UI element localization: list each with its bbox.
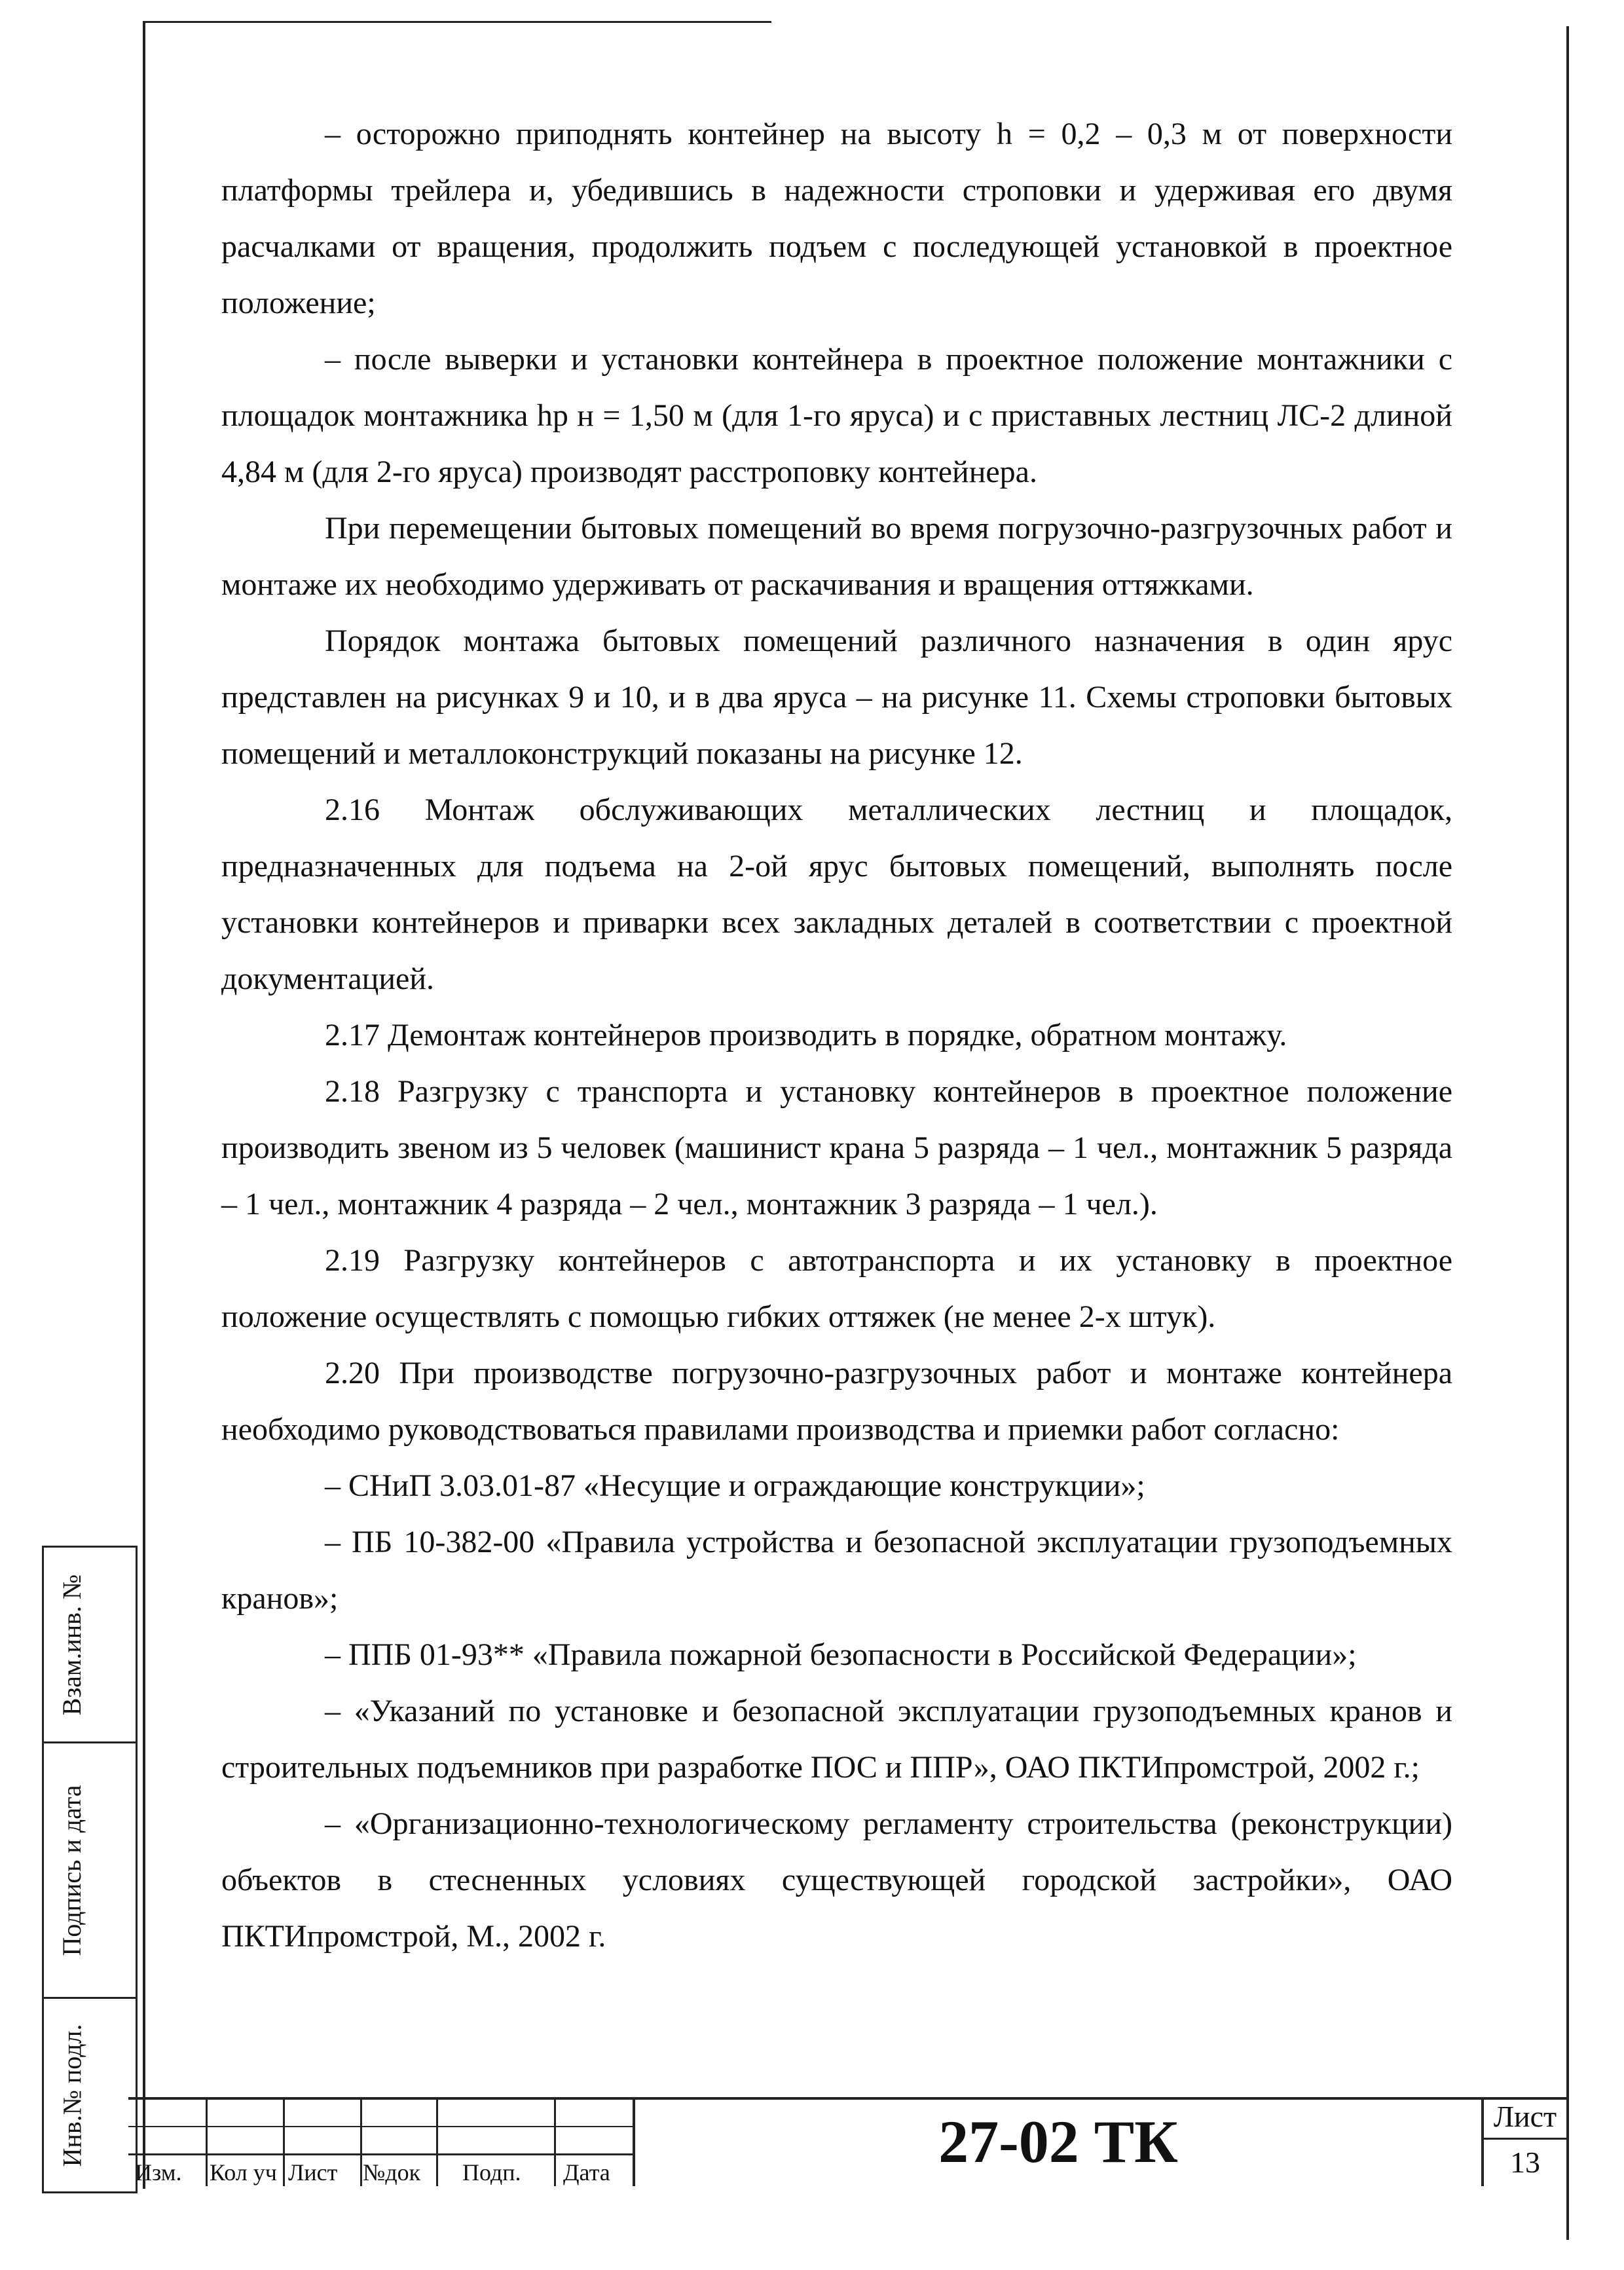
side-stamp [42,1546,140,2201]
paragraph: 2.19 Разгрузку контейнеров с автотранспорта и их установку в проектное положение осуществлять с помощью гибких оттяжек (не менее 2-х штук). [221,1243,1452,1334]
stamp-podp: Подп. [462,2159,521,2186]
paragraph: 2.20 При производстве погрузочно-разгрузочных работ и монтаже контейнера необходимо руководствоваться правилами производства и приемки работ согласно: [221,1356,1452,1447]
paragraph: – ПБ 10-382-00 «Правила устройства и безопасной эксплуатации грузоподъемных кранов»; [221,1525,1452,1616]
frame-right-border [1566,26,1569,2240]
paragraph: – после выверки и установки контейнера в проектное положение монтажники с площадок монтажника hр н = 1,50 м (для 1-го яруса) и с приставных лестниц ЛС-2 длиной 4,84 м (для 2-го яруса) производят расстроповку контейнера. [221,342,1452,489]
side-box-inv [42,1997,138,2193]
paragraph: 2.17 Демонтаж контейнеров производить в порядке, обратном монтажу. [325,1018,1287,1052]
side-label-vzam: Взам.инв. № [57,1574,87,1715]
paragraph: – СНиП 3.03.01-87 «Несущие и ограждающие конструкции»; [325,1468,1145,1503]
stamp-izm: Изм. [135,2159,182,2186]
stamp-kol: Кол уч [210,2159,277,2186]
frame-top-border [143,21,771,23]
paragraph: 2.18 Разгрузку с транспорта и установку контейнеров в проектное положение производить звеном из 5 человек (машинист крана 5 разряда – 1 чел., монтажник 5 разряда – 1 чел., монтажник 4 разряда – 2 чел., монтажник 3 разряда – 1 чел.). [221,1074,1452,1221]
sheet-number: 13 [1510,2146,1540,2179]
title-block [128,2097,1566,2186]
paragraph: – ППБ 01-93** «Правила пожарной безопасности в Российской Федерации»; [325,1637,1357,1672]
document-body [221,106,1452,1965]
side-box-podpis [42,1741,138,1999]
stamp-ndok: №док [363,2159,421,2186]
paragraph: При перемещении бытовых помещений во время погрузочно-разгрузочных работ и монтаже их необходимо удерживать от раскачивания и вращения оттяжками. [221,511,1452,602]
paragraph: – осторожно приподнять контейнер на высоту h = 0,2 – 0,3 м от поверхности платформы трейлера и, убедившись в надежности строповки и удерживая его двумя расчалками от вращения, продолжить подъем с последующей установкой в проектное положение; [221,117,1452,320]
frame-left-border [143,21,145,2189]
side-box-vzam [42,1546,138,1743]
paragraph: Порядок монтажа бытовых помещений различного назначения в один ярус представлен на рисунках 9 и 10, и в два яруса – на рисунке 11. Схемы строповки бытовых помещений и металлоконструкций показаны на рисунке 12. [221,623,1452,771]
paragraph: – «Организационно-технологическому регламенту строительства (реконструкции) объектов в стесненных условиях существующей городской застройки», ОАО ПКТИпромстрой, М., 2002 г. [221,1806,1452,1954]
side-label-podpis: Подпись и дата [57,1784,87,1956]
stamp-data: Дата [563,2159,610,2186]
document-code: 27-02 ТК [938,2108,1178,2175]
side-label-inv: Инв.№ подл. [57,2024,87,2167]
stamp-list: Лист [288,2159,338,2186]
paragraph: 2.16 Монтаж обслуживающих металлических лестниц и площадок, предназначенных для подъема на 2-ой ярус бытовых помещений, выполнять после установки контейнеров и приварки всех закладных деталей в соответствии с проектной документацией. [221,792,1452,996]
sheet-label: Лист [1493,2100,1557,2133]
paragraph: – «Указаний по установке и безопасной эксплуатации грузоподъемных кранов и строительных подъемников при разработке ПОС и ППР», ОАО ПКТИпромстрой, 2002 г.; [221,1694,1452,1785]
